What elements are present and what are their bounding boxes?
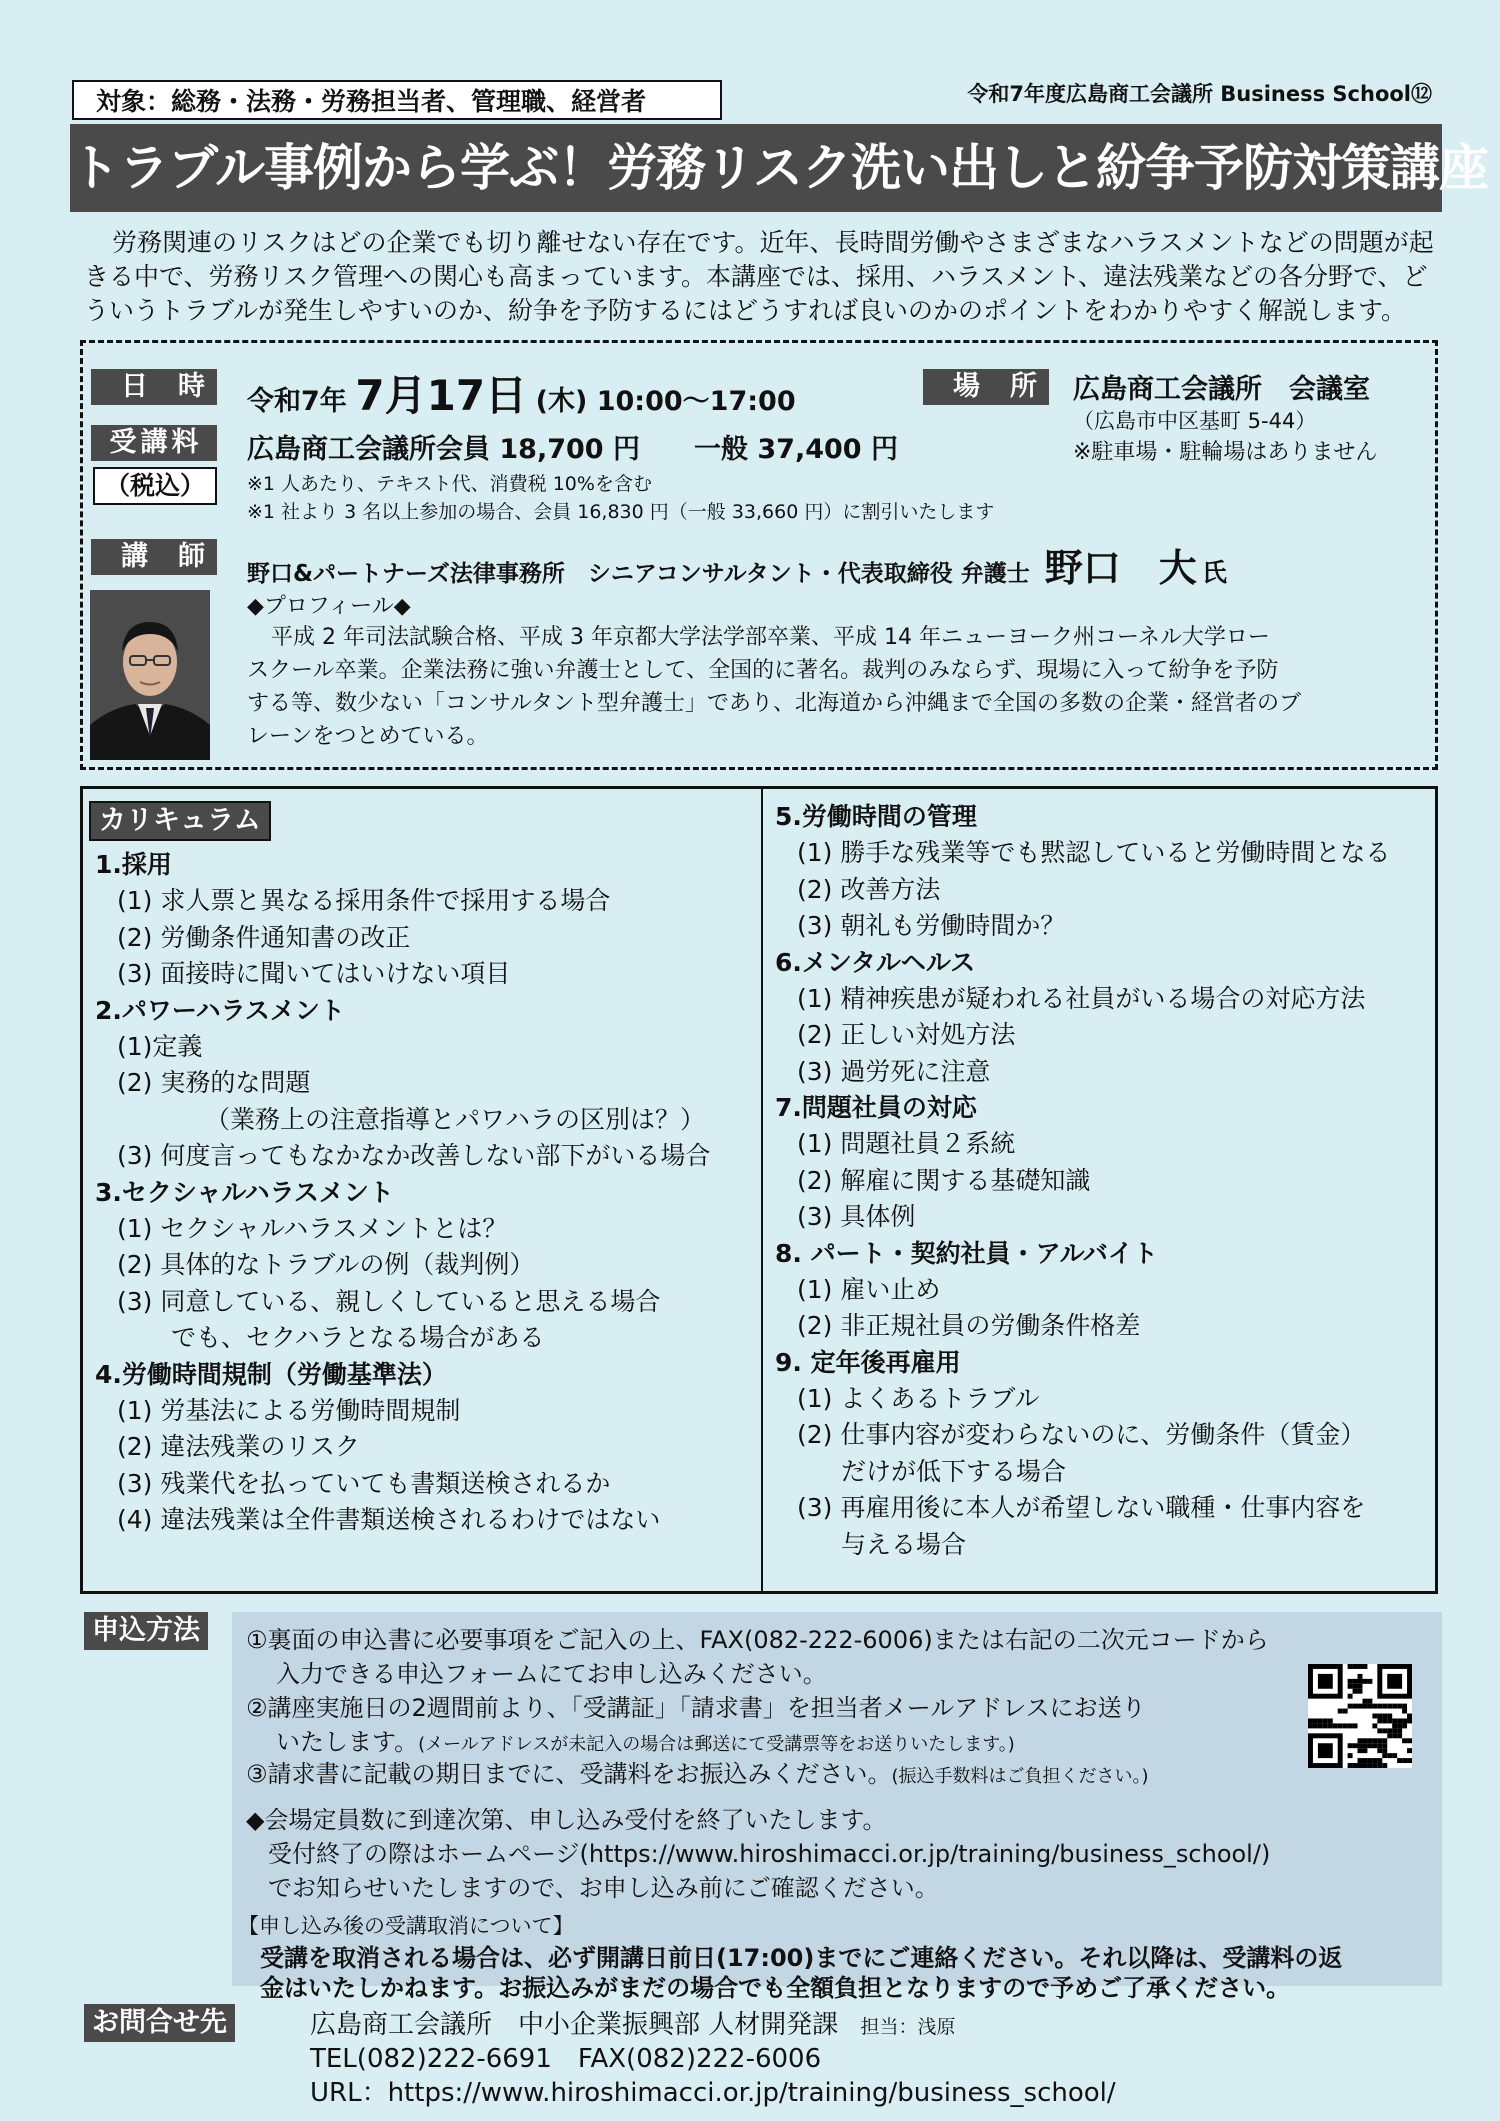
fee-note-2: ※1 社より 3 名以上参加の場合、会員 16,830 円（一般 33,660 円）に割引いたします	[247, 501, 995, 523]
contact-org-line	[310, 2004, 956, 2041]
curriculum-section-title: 8. パート・契約社員・アルバイト	[775, 1238, 1158, 1268]
contact-person: 担当：浅原	[860, 2016, 956, 2038]
school-label: 令和7年度広島商工会議所 Business School⑫	[967, 82, 1432, 106]
notice-1: ◆会場定員数に到達次第、申し込み受付を終了いたします。	[246, 1806, 887, 1834]
person-icon	[90, 590, 210, 760]
apply-step-2a: ②講座実施日の2週間前より、「受講証」「請求書」を担当者メールアドレスにお送り	[246, 1694, 1146, 1722]
fee-note-1: ※1 人あたり、テキスト代、消費税 10%を含む	[247, 473, 652, 495]
curriculum-item: (2) 実務的な問題	[117, 1068, 311, 1097]
curriculum-item: (3) 何度言ってもなかなか改善しない部下がいる場合	[117, 1141, 711, 1170]
apply-box	[232, 1612, 1442, 2002]
place-note: ※駐車場・駐輪場はありません	[1073, 440, 1378, 465]
curriculum-item: 与える場合	[841, 1529, 967, 1559]
lecturer-label: 講師	[91, 539, 217, 575]
profile-heading: ◆プロフィール◆	[247, 594, 411, 619]
place-address: （広島市中区基町 5-44）	[1073, 409, 1317, 433]
profile-line: レーンをつとめている。	[247, 724, 489, 749]
contact-tel: TEL(082)222-6691 FAX(082)222-6006	[310, 2044, 822, 2074]
curriculum-section-title: 9. 定年後再雇用	[775, 1347, 961, 1377]
curriculum-heading: カリキュラム	[89, 801, 271, 841]
curriculum-item: (3) 過労死に注意	[797, 1056, 991, 1086]
curriculum-item: （業務上の注意指導とパワハラの区別は？）	[205, 1104, 706, 1134]
place-name: 広島商工会議所 会議室	[1073, 374, 1370, 405]
curriculum-item: (1) 問題社員２系統	[797, 1129, 1016, 1158]
cancel-line-2: 金はいたしかねます。お振込みがまだの場合でも全額負担となりますので予めご了承ください。	[260, 1974, 1291, 2002]
date-label: 日時	[91, 369, 217, 405]
date-suffix: (木) 10:00〜17:00	[535, 386, 796, 417]
curriculum-item: (3) 同意している、親しくしていると思える場合	[117, 1286, 661, 1316]
curriculum-item: (2) 違法残業のリスク	[117, 1432, 360, 1461]
curriculum-item: だけが低下する場合	[841, 1456, 1067, 1486]
apply-step-2	[276, 1722, 1015, 1757]
apply-label: 申込方法	[84, 1612, 208, 1650]
curriculum-item: (2) 解雇に関する基礎知識	[797, 1165, 1091, 1195]
apply-step-3-text: ③請求書に記載の期日までに、受講料をお振込みください。	[246, 1760, 892, 1788]
date-main: 7月17日	[355, 371, 528, 420]
curriculum-item: (1) セクシャルハラスメントとは？	[117, 1213, 508, 1243]
curriculum-item: (1) 勝手な残業等でも黙認していると労働時間となる	[797, 838, 1391, 867]
fee-label: 受講料	[91, 425, 217, 461]
curriculum-item: (1) よくあるトラブル	[797, 1383, 1040, 1413]
curriculum-item: (1) 労基法による労働時間規制	[117, 1395, 461, 1425]
curriculum-section-title: 1.採用	[95, 850, 172, 879]
event-date	[247, 363, 796, 423]
curriculum-item: (1) 精神疾患が疑われる社員がいる場合の対応方法	[797, 983, 1366, 1013]
curriculum-item: (3) 再雇用後に本人が希望しない職種・仕事内容を	[797, 1493, 1366, 1522]
target-audience: 対象：総務・法務・労務担当者、管理職、経営者	[72, 80, 722, 120]
curriculum-item: (3) 残業代を払っていても書類送検されるか	[117, 1468, 611, 1498]
apply-step-2-note: (メールアドレスが未記入の場合は郵送にて受講票等をお送りいたします。)	[418, 1734, 1015, 1755]
curriculum-item: (2) 労働条件通知書の改正	[117, 922, 411, 952]
curriculum-section-title: 5.労働時間の管理	[775, 802, 977, 831]
contact-org: 広島商工会議所 中小企業振興部 人材開発課	[310, 2010, 839, 2040]
curriculum-item: (2) 改善方法	[797, 874, 941, 904]
curriculum-item: (3) 朝礼も労働時間か？	[797, 911, 1066, 940]
curriculum-item: (1) 雇い止め	[797, 1274, 941, 1304]
lecturer-photo	[90, 590, 210, 760]
curriculum-section-title: 3.セクシャルハラスメント	[95, 1177, 394, 1207]
lecturer-name: 野口 大	[1044, 546, 1197, 590]
curriculum-section-title: 6.メンタルヘルス	[775, 947, 976, 977]
curriculum-item: (2) 仕事内容が変わらないのに、労働条件（賃金）	[797, 1420, 1366, 1449]
profile-line: 平成 2 年司法試験合格、平成 3 年京都大学法学部卒業、平成 14 年ニューヨーク州コーネル大学ロー	[271, 625, 1270, 650]
column-divider	[761, 789, 763, 1591]
curriculum-item: (3) 具体例	[797, 1202, 916, 1231]
notice-2: 受付終了の際はホームページ(https://www.hiroshimacci.or.jp/training/business_school/)	[268, 1840, 1271, 1868]
apply-step-1a: ①裏面の申込書に必要事項をご記入の上、FAX(082-222-6006)または右記の二次元コードから	[246, 1626, 1269, 1654]
curriculum-section-title: 4.労働時間規制（労働基準法）	[95, 1359, 447, 1389]
curriculum-item: (2) 非正規社員の労働条件格差	[797, 1311, 1141, 1340]
notice-3: でお知らせいたしますので、お申し込み前にご確認ください。	[268, 1874, 939, 1902]
apply-step-3	[246, 1754, 1149, 1789]
tax-label: （税込）	[93, 467, 217, 505]
info-box	[80, 340, 1438, 770]
curriculum-item: (2) 具体的なトラブルの例（裁判例）	[117, 1250, 535, 1279]
apply-step-3-note: (振込手数料はご負担ください。)	[891, 1766, 1149, 1787]
apply-step-1b: 入力できる申込フォームにてお申し込みください。	[276, 1660, 827, 1688]
curriculum-section-title: 2.パワーハラスメント	[95, 995, 345, 1025]
fee-main: 広島商工会議所会員 18,700 円 一般 37,400 円	[247, 434, 898, 465]
date-prefix: 令和7年	[247, 386, 347, 417]
qr-code-icon	[1308, 1664, 1412, 1768]
cancel-heading: 【申し込み後の受講取消について】	[238, 1914, 574, 1938]
curriculum-item: (2) 正しい対処方法	[797, 1020, 1016, 1049]
intro-text: 労務関連のリスクはどの企業でも切り離せない存在です。近年、長時間労働やさまざまなハラスメントなどの問題が起きる中で、労務リスク管理への関心も高まっています。本講座では、採用、ハラスメント、違法残業などの各分野で、どういうトラブルが発生しやすいのか、紛争を予防するにはどうすれば良いのかのポイントをわかりやすく解説します。	[84, 228, 1434, 325]
profile-line: スクール卒業。企業法務に強い弁護士として、全国的に著名。裁判のみならず、現場に入って紛争を予防	[247, 658, 1279, 683]
apply-step-2b: いたします。	[276, 1728, 419, 1756]
curriculum-box	[80, 786, 1438, 1594]
qr-code[interactable]	[1308, 1664, 1412, 1768]
curriculum-item: でも、セクハラとなる場合がある	[171, 1323, 545, 1352]
lecturer-suffix: 氏	[1201, 558, 1227, 587]
curriculum-item: (1) 求人票と異なる採用条件で採用する場合	[117, 886, 611, 915]
lecturer-org: 野口&パートナーズ法律事務所 シニアコンサルタント・代表取締役 弁護士	[247, 561, 1030, 587]
cancel-line-1: 受講を取消される場合は、必ず開講日前日(17:00)までにご連絡ください。それ以降は、受講料の返	[260, 1944, 1343, 1972]
profile-line: する等、数少ない「コンサルタント型弁護士」であり、北海道から沖縄まで全国の多数の企業・経営者のブ	[247, 691, 1302, 716]
page-title: トラブル事例から学ぶ！労務リスク洗い出しと紛争予防対策講座	[70, 124, 1442, 212]
curriculum-item: (3) 面接時に聞いてはいけない項目	[117, 959, 511, 988]
curriculum-item: (1)定義	[117, 1031, 203, 1061]
contact-label: お問合せ先	[84, 2004, 235, 2042]
curriculum-item: (4) 違法残業は全件書類送検されるわけではない	[117, 1505, 661, 1534]
curriculum-section-title: 7.問題社員の対応	[775, 1093, 977, 1122]
lecturer	[247, 537, 1227, 592]
profile-text	[247, 621, 1301, 753]
place-label: 場所	[923, 369, 1049, 405]
contact-url[interactable]: URL：https://www.hiroshimacci.or.jp/training/business_school/	[310, 2078, 1116, 2108]
